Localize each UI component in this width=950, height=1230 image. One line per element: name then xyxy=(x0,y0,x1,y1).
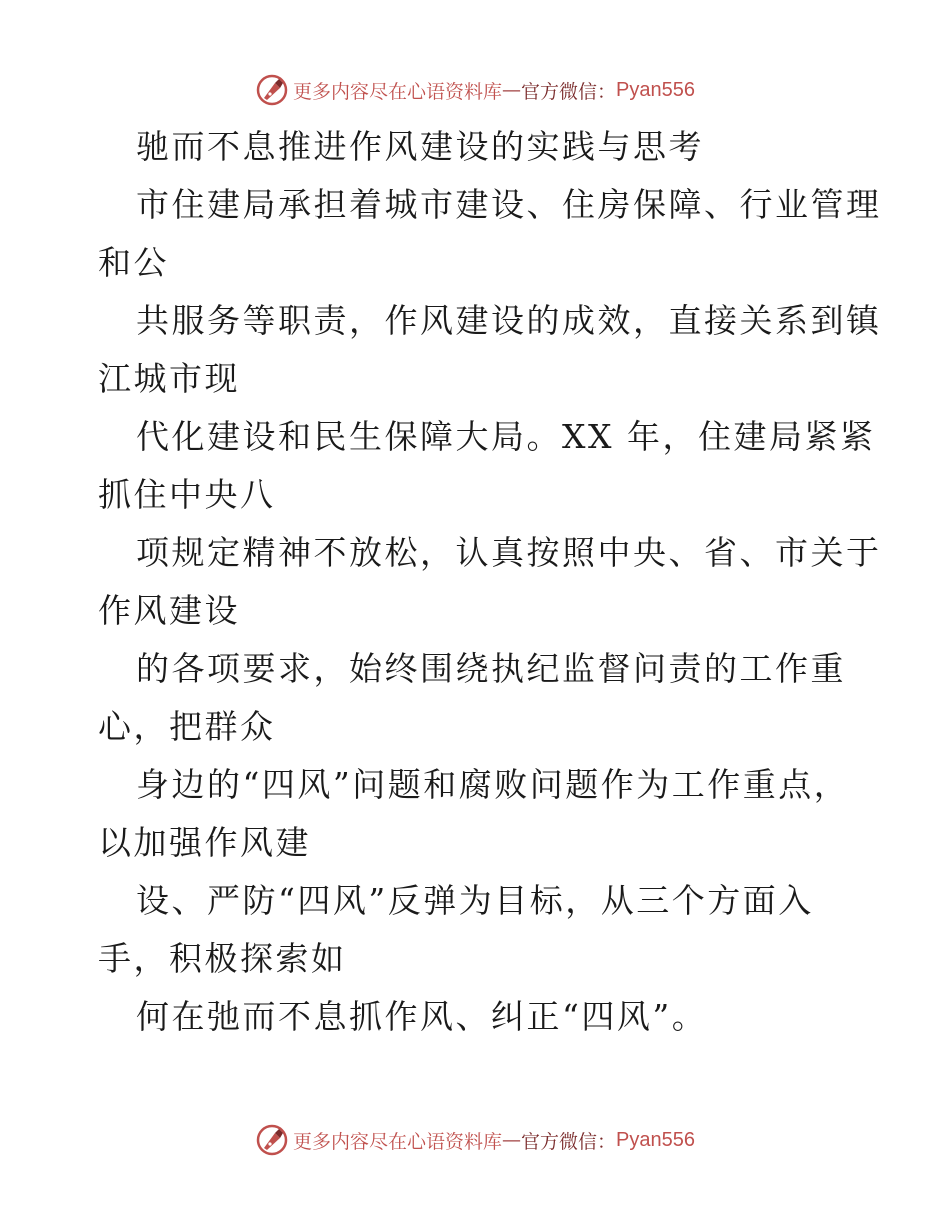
pen-nib-logo-icon xyxy=(255,73,289,107)
watermark-text: 更多内容尽在心语资料库 xyxy=(293,1130,503,1153)
text-line: 市住建局承担着城市建设、住房保障、行业管理 xyxy=(136,185,882,224)
text-line: 的各项要求，始终围绕执纪监督问责的工作重 xyxy=(136,649,846,688)
text-line: 身边的“四风”问题和腐败问题作为工作重点， xyxy=(136,765,850,804)
watermark-separator: — xyxy=(502,79,522,101)
text-line: 手，积极探索如 xyxy=(98,939,347,978)
text-line: 以加强作风建 xyxy=(98,823,311,862)
text-line: 设、严防“四风”反弹为目标，从三个方面入 xyxy=(136,881,814,920)
document-title: 驰而不息推进作风建设的实践与思考 xyxy=(136,127,704,166)
text-line: 心，把群众 xyxy=(98,707,276,746)
watermark-text: 更多内容尽在心语资料库 xyxy=(293,80,503,103)
text-line: 和公 xyxy=(98,243,169,282)
text-line: 抓住中央八 xyxy=(98,475,276,514)
watermark-wechat-id: Pyan556 xyxy=(616,1128,695,1151)
document-body xyxy=(98,118,882,1046)
watermark-label: 官方微信： xyxy=(521,1130,617,1153)
watermark-wechat-id: Pyan556 xyxy=(616,78,695,101)
text-line: 项规定精神不放松，认真按照中央、省、市关于 xyxy=(136,533,882,572)
pen-nib-logo-icon xyxy=(255,1123,289,1157)
text-line: 江城市现 xyxy=(98,359,240,398)
text-line: 作风建设 xyxy=(98,591,240,630)
text-line: 何在弛而不息抓作风、纠正“四风”。 xyxy=(136,997,708,1036)
watermark-separator: — xyxy=(502,1129,522,1151)
footer-watermark xyxy=(0,1120,950,1160)
watermark-label: 官方微信： xyxy=(521,80,617,103)
header-watermark xyxy=(0,70,950,110)
text-line: 共服务等职责，作风建设的成效，直接关系到镇 xyxy=(136,301,882,340)
text-line: 代化建设和民生保障大局。XX 年，住建局紧紧 xyxy=(136,417,876,456)
